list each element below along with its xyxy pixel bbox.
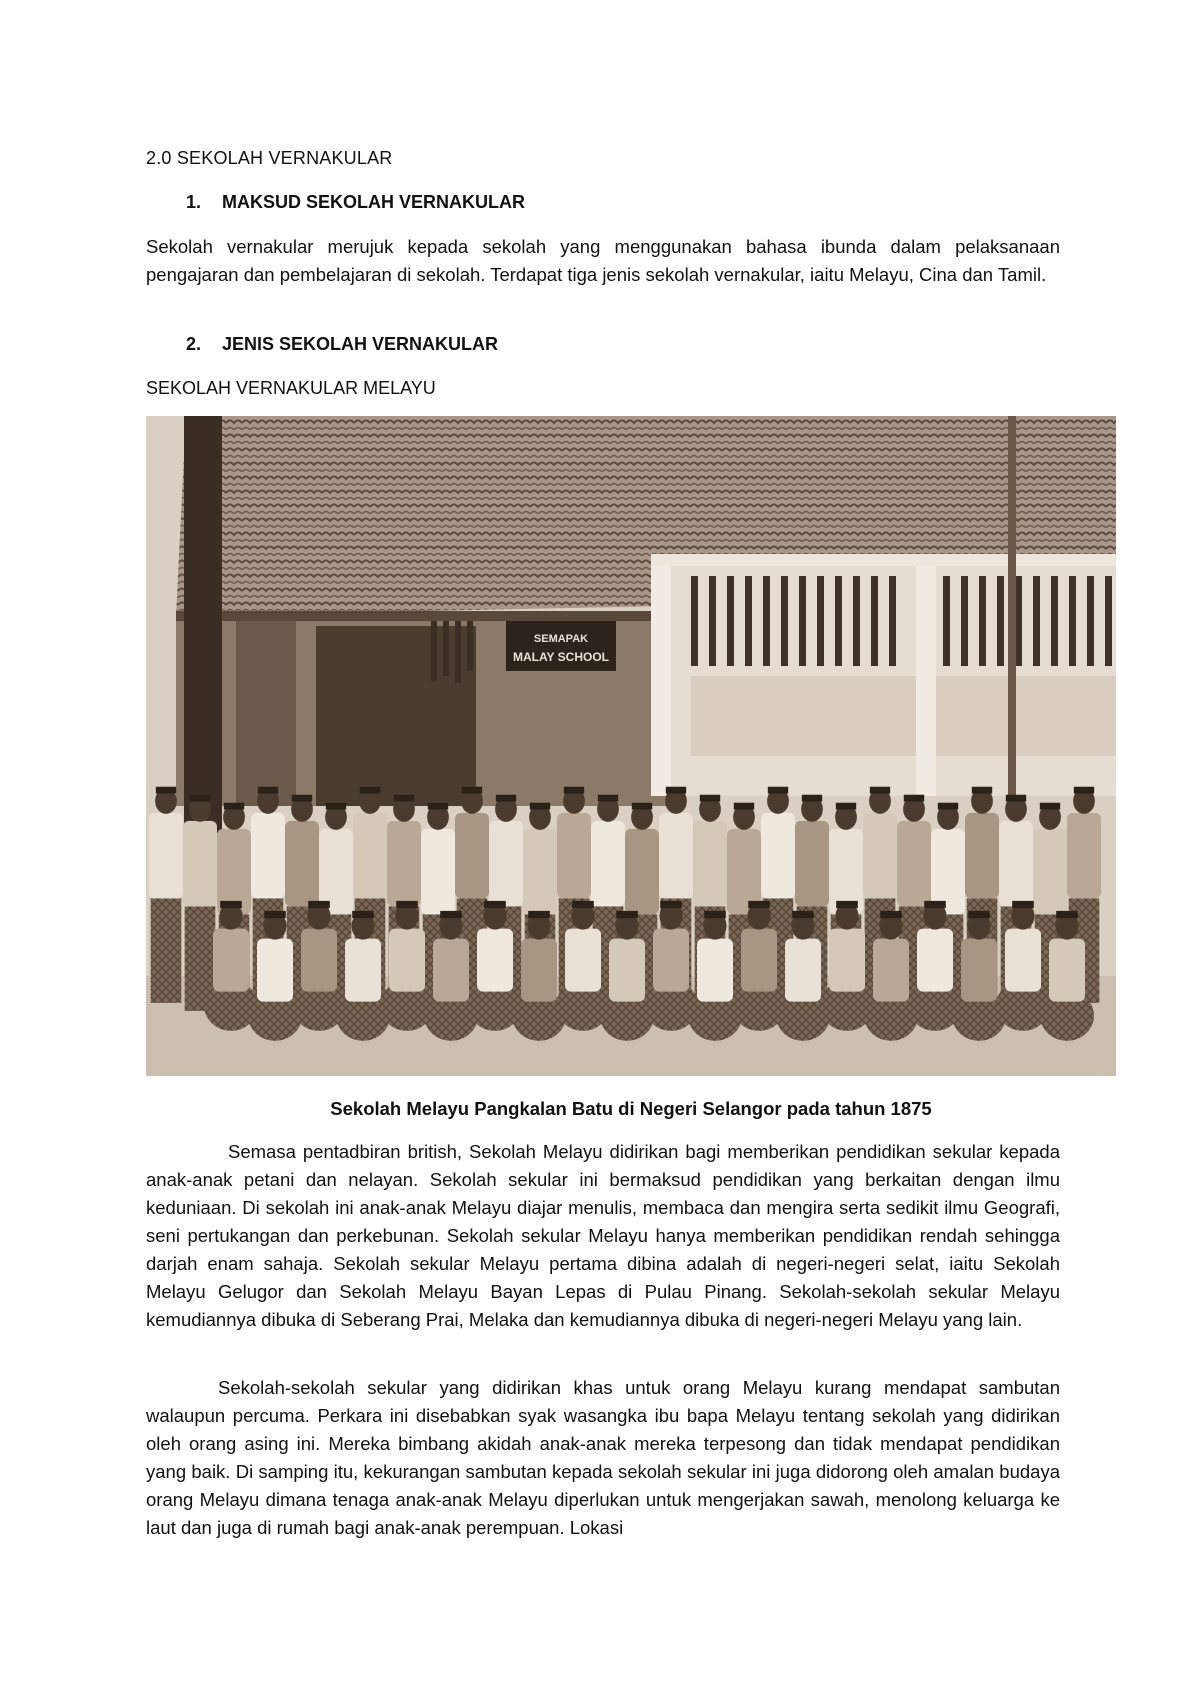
heading-text: JENIS SEKOLAH VERNAKULAR <box>222 334 499 354</box>
photo-caption: Sekolah Melayu Pangkalan Batu di Negeri Selangor pada tahun 1875 <box>330 1098 932 1119</box>
heading-number: 2. <box>186 334 202 354</box>
section-title: 2.0 SEKOLAH VERNAKULAR <box>146 148 393 168</box>
flag-pole <box>1008 416 1016 816</box>
heading-maksud <box>186 192 525 213</box>
pillar <box>651 566 671 796</box>
eave-right <box>651 554 1116 566</box>
paragraph-history: Semasa pentadbiran british, Sekolah Melayu didirikan bagi memberikan pendidikan sekular kepada anak-anak petani dan nelayan. Sekolah sekular ini bermaksud pendidikan yang berkaitan dengan ilmu keduniaan. Di sekolah ini anak-anak Melayu diajar menulis, membaca dan mengira serta sedikit ilmu Geografi, seni pertukangan dan perkebunan. Sekolah sekular Melayu hanya memberikan pendidikan rendah sehingga darjah enam sahaja. Sekolah sekular Melayu pertama dibina adalah di negeri-negeri selat, iaitu Sekolah Melayu Gelugor dan Sekolah Melayu Bayan Lepas di Pulau Pinang. Sekolah-sekolah sekular Melayu kemudiannya dibuka di Seberang Prai, Melaka dan kemudiannya dibuka di negeri-negeri Melayu yang lain. <box>146 1141 1060 1330</box>
historical-school-photo <box>146 416 1116 1076</box>
roof-left <box>176 416 666 616</box>
door-left <box>236 621 296 806</box>
window-slats-2 <box>941 576 1116 666</box>
student-figure <box>183 795 217 1011</box>
heading-number: 1. <box>186 192 202 212</box>
eave-left <box>176 611 666 621</box>
heading-jenis <box>186 334 498 355</box>
heading-text: MAKSUD SEKOLAH VERNAKULAR <box>222 192 526 212</box>
roof-middle <box>646 416 976 556</box>
student-figure <box>149 787 183 1003</box>
pillar <box>916 566 936 796</box>
window-slats-1 <box>691 576 901 666</box>
sign-line-2: MALAY SCHOOL <box>512 650 610 664</box>
roof-right <box>966 416 1116 556</box>
doorway <box>316 626 476 806</box>
paragraph-definition: Sekolah vernakular merujuk kepada sekolah yang menggunakan bahasa ibunda dalam pelaksanaan pengajaran dan pembelajaran di sekolah. Terdapat tiga jenis sekolah vernakular, iaitu Melayu, Cina dan Tamil. <box>146 236 1060 285</box>
sign-line-1: SEMAPAK <box>533 633 589 645</box>
lower-wall <box>691 676 1116 756</box>
paragraph-reception: Sekolah-sekolah sekular yang didirikan khas untuk orang Melayu kurang mendapat sambutan walaupun percuma. Perkara ini disebabkan syak wasangka ibu bapa Melayu tentang sekolah yang didirikan oleh orang asing ini. Mereka bimbang akidah anak-anak mereka terpesong dan tidak mendapat pendidikan yang baik. Di samping itu, kekurangan sambutan kepada sekolah sekular ini juga didorong oleh amalan budaya orang Melayu dimana tenaga anak-anak Melayu diperlukan untuk mengerjakan sawah, menolong keluarga ke laut dan juga di rumah bagi anak-anak perempuan. Lokasi <box>146 1377 1060 1538</box>
subheading-melayu: SEKOLAH VERNAKULAR MELAYU <box>146 378 436 398</box>
